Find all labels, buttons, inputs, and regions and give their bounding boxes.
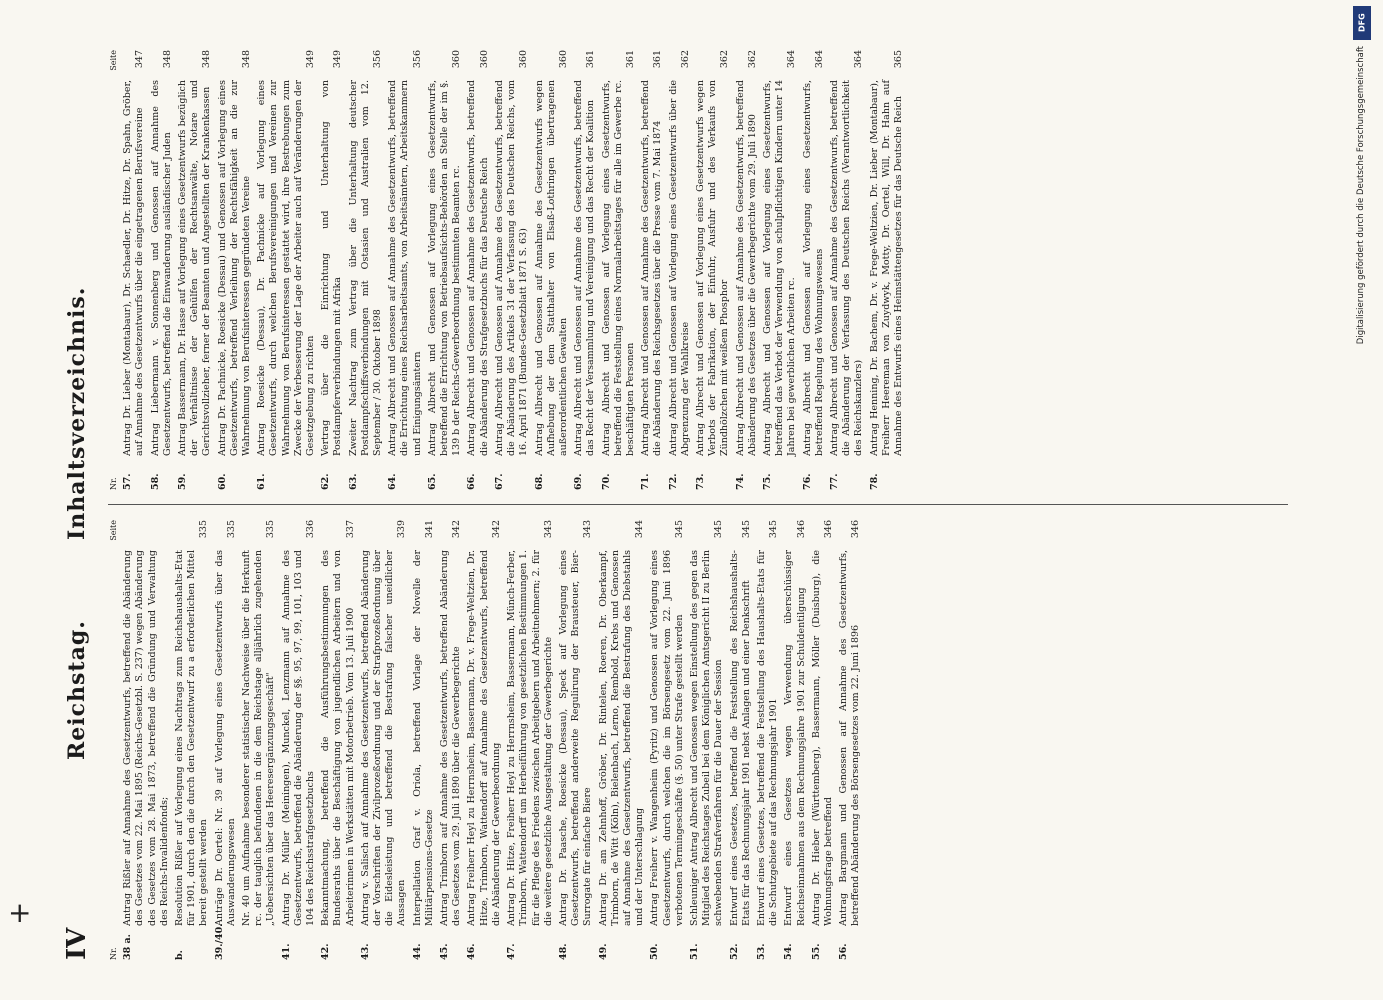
index-entry — [869, 50, 906, 490]
entry-text: Antrag Albrecht und Genossen auf Vorlegung eines Gesetzentwurfs, betreffend die Errichtung von Betriebsaufsichts-Behörden an Stelle der im §. 139 b der Reichs-Gewerbeordnung bestimmten Beamten rc. — [426, 80, 463, 456]
entry-text: Zweiter Nachtrag zum Vertrag über die Unterhaltung deutscher Postdampfschiffsverbindungen mit Ostasien und Australien vom 12. September / 30. Oktober 1898 — [347, 80, 384, 456]
index-entry — [320, 50, 344, 490]
entry-page-number: 348 — [201, 50, 213, 69]
index-entry — [122, 520, 171, 960]
entry-page-number: 335 — [225, 520, 237, 539]
entry-number: 45. — [439, 943, 451, 960]
nr-heading: Nr. — [109, 477, 118, 490]
entry-number: 52. — [728, 943, 740, 960]
entry-text: Schleuniger Antrag Albrecht und Genossen wegen Einstellung des gegen das Mitglied des Reichstages Zubeil bei dem Königlichen Amtsgericht II zu Berlin schwebenden Strafverfahren für die Dauer der Session — [688, 550, 725, 926]
index-entry — [668, 50, 692, 490]
entry-number: 68. — [533, 473, 545, 490]
entry-text: Resolution Rißler auf Vorlegung eines Nachtrags zum Reichshaushalts-Etat für 1901, durch den die durch den Gesetzentwurf zu a erforderlichen Mittel bereit gestellt werden — [174, 550, 210, 926]
entry-page-number: 356 — [372, 50, 384, 69]
entry-number: 47. — [506, 943, 518, 960]
entry-page-number: 362 — [719, 50, 731, 69]
index-entry — [756, 520, 780, 960]
entry-number: 62. — [320, 473, 332, 490]
index-entry — [802, 50, 826, 490]
entry-number: 54. — [783, 943, 795, 960]
right-entry-list — [122, 50, 905, 490]
index-entry — [217, 50, 254, 490]
index-entry — [558, 520, 595, 960]
entry-page-number: 336 — [305, 520, 317, 539]
entry-page-number: 349 — [332, 50, 344, 69]
index-entry — [573, 50, 597, 490]
entry-text: Antrag Albrecht und Genossen auf Annahme des Gesetzentwurfs, betreffend die Abänderung des Strafgesetzbuchs für das Deutsche Reich — [466, 80, 490, 456]
right-column-head — [108, 50, 120, 490]
entry-page-number: 344 — [634, 520, 646, 539]
entry-page-number: 346 — [822, 520, 834, 539]
entry-number: 58. — [149, 473, 161, 490]
index-entry — [534, 50, 571, 490]
rotated-page-content — [60, 40, 1320, 960]
entry-number: 51. — [688, 943, 700, 960]
index-entry — [649, 520, 686, 960]
entry-number: 43. — [359, 943, 371, 960]
entry-text: Interpellation Graf v. Oriola, betreffend Vorlage der Novelle der Militärpensions-Gesetze — [411, 550, 435, 926]
entry-number: 53. — [755, 943, 767, 960]
entry-page-number: 348 — [241, 50, 253, 69]
entry-number: b. — [174, 950, 186, 960]
entry-number: 67. — [493, 473, 505, 490]
right-column — [108, 50, 908, 490]
entry-page-number: 345 — [713, 520, 725, 539]
index-entry — [177, 50, 214, 490]
entry-text: Entwurf eines Gesetzes wegen Verwendung überschüssiger Reichseinnahmen aus dem Rechnungsjahre 1901 zur Schuldentilgung — [783, 550, 807, 926]
entry-text: Antrag Dr. Pachnicke, Roesicke (Dessau) und Genossen auf Vorlegung eines Gesetzentwurfs, betreffend Verleihung der Rechtsfähigkeit an die zur Wahrnehmung von Berufsinteressen gegründeten Vereine — [216, 80, 253, 456]
index-entry — [122, 50, 146, 490]
left-column — [108, 520, 866, 960]
entry-number: 61. — [256, 473, 268, 490]
entry-number: 78. — [868, 473, 880, 490]
entry-number: 57. — [122, 473, 134, 490]
entry-number: 50. — [649, 943, 661, 960]
index-entry — [412, 520, 436, 960]
index-entry — [466, 520, 503, 960]
entry-page-number: 347 — [134, 50, 146, 69]
entry-page-number: 361 — [624, 50, 636, 69]
page-header — [60, 40, 100, 960]
entry-page-number: 345 — [673, 520, 685, 539]
index-entry — [729, 520, 753, 960]
entry-number: 41. — [280, 943, 292, 960]
entry-page-number: 339 — [396, 520, 408, 539]
entry-number: 74. — [734, 473, 746, 490]
entry-text: Antrag Albrecht und Genossen auf Vorlegung eines Gesetzentwurfs, betreffend das Verbot der Verwendung von schulpflichtigen Kindern unter 14 Jahren bei gewerblichen Arbeiten rc. — [761, 80, 798, 456]
index-entry — [241, 520, 278, 960]
entry-page-number: 364 — [786, 50, 798, 69]
entry-page-number: 361 — [652, 50, 664, 69]
entry-text: Antrag v. Salisch auf Annahme des Gesetzentwurfs, betreffend Abänderung der Vorschriften der Zivilprozeßordnung und der Strafprozeßordnung über die Eidesleistung und betreffend die Bestrafung falscher uneidlicher Aussagen — [359, 550, 408, 926]
entry-page-number: 360 — [557, 50, 569, 69]
entry-page-number: 365 — [892, 50, 904, 69]
entry-number: 48. — [557, 943, 569, 960]
entry-text: Antrag Dr. Paasche, Roesicke (Dessau), Speck auf Vorlegung eines Gesetzentwurfs, betreffend anderweite Regulirung der Brausteuer, Bier-Surrogate für einfache Biere — [557, 550, 594, 926]
header-title-right: Inhaltsverzeichnis. — [64, 286, 90, 540]
entry-page-number: 346 — [795, 520, 807, 539]
entry-text: Antrag Albrecht und Genossen auf Annahme des Gesetzentwurfs, betreffend die Abänderung des Artikels 31 der Verfassung des Deutschen Reichs, vom 16. April 1871 (Bundes-Gesetzblatt 1871 S. 63) — [493, 80, 530, 456]
entry-number: 72. — [667, 473, 679, 490]
entry-text: Nr. 40 um Aufnahme besonderer statistischer Nachweise über die Herkunft rc. der tauglich befundenen in die dem Reichstage alljährlich zugehenden „Uebersichten über das Heeresergänzungsgeschäft" — [241, 550, 277, 926]
entry-number: 73. — [694, 473, 706, 490]
header-title-left: Reichstag. — [64, 620, 90, 760]
seite-heading: Seite — [109, 520, 118, 541]
entry-text: Antrag Dr. Hieber (Württemberg), Bassermann, Möller (Duisburg), die Wohnungsfrage betreffend — [810, 550, 834, 926]
index-entry — [214, 520, 238, 960]
entry-page-number: 360 — [451, 50, 463, 69]
entry-number: 69. — [573, 473, 585, 490]
index-entry — [783, 520, 807, 960]
index-entry — [439, 520, 463, 960]
entry-text: Antrag Dr. Müller (Meiningen), Munckel, Lenzmann auf Annahme des Gesetzentwurfs, betreffend die Abänderung der §§. 95, 97, 99, 101, 103 und 104 des Reichsstrafgesetzbuchs — [280, 550, 317, 926]
entry-number: 64. — [387, 473, 399, 490]
entry-text: Antrag Albrecht und Genossen auf Annahme des Gesetzentwurfs, betreffend das Recht der Versammlung und Vereinigung und das Recht der Koalition — [573, 80, 597, 456]
entry-text: Antrag Bassermann, Dr. Hasse auf Vorlegung eines Gesetzentwurfs bezüglich der Verhältnisse der Gehülfen der Rechtsanwälte, Notare und Gerichtsvollzieher, ferner der Beamten und Angestellten der Krankenkassen — [177, 80, 213, 456]
entry-text: Antrag Dr. Lieber (Montabaur), Dr. Schaedler, Dr. Hitze, Dr. Spahn, Gröber, auf Annahme des Gesetzentwurfs über die eingetragenen Berufsvereine — [122, 80, 146, 456]
entry-number — [241, 926, 278, 960]
index-entry — [689, 520, 726, 960]
entry-text: Antrag Dr. Hitze, Freiherr Heyl zu Herrnsheim, Bassermann, Münch-Ferber, Trimborn, Wattendorff um Herbeiführung von gesetzlichen Bestimmungen 1. für die Pflege des Friedens zwischen Arbeitgebern und Arbeitnehmern; 2. für die weitere gesetzliche Ausgestaltung der Gewerbegerichte — [506, 550, 554, 926]
entry-text: Bekanntmachung, betreffend die Ausführungsbestimmungen des Bundesraths über die Beschäftigung von jugendlichen Arbeitern und von Arbeiterinnen in Werkstätten mit Motorbetrieb. Vom 13. Juli 1900 — [320, 550, 356, 926]
index-entry — [466, 50, 490, 490]
entry-number: 77. — [828, 473, 840, 490]
left-entry-list — [122, 520, 862, 960]
index-entry — [838, 520, 862, 960]
entry-page-number: 356 — [411, 50, 423, 69]
entry-page-number: 349 — [305, 50, 317, 69]
entry-number: 70. — [600, 473, 612, 490]
index-entry — [348, 50, 385, 490]
entry-number: 71. — [640, 473, 652, 490]
entry-number: 75. — [761, 473, 773, 490]
entry-text: Antrag Albrecht und Genossen auf Annahme des Gesetzentwurfs, betreffend die Abänderung der Verfassung des Deutschen Reichs (Verantwortlichkeit des Reichskanzlers) — [828, 80, 865, 456]
entry-page-number: 337 — [344, 520, 356, 539]
entry-page-number: 360 — [518, 50, 530, 69]
entry-number: 49. — [597, 943, 609, 960]
index-entry — [494, 50, 531, 490]
entry-number: 55. — [810, 943, 822, 960]
entry-number: 63. — [347, 473, 359, 490]
entry-page-number: 346 — [850, 520, 862, 539]
entry-text: Antrag Albrecht und Genossen auf Vorlegung eines Gesetzentwurfs wegen Verbots der Fabrikation, der Einfuhr, Ausfuhr und des Verkaufs von Zündhölzchen mit weißem Phosphor — [694, 80, 731, 456]
entry-page-number: 341 — [423, 520, 435, 539]
entry-text: Entwurf eines Gesetzes, betreffend die Feststellung des Haushalts-Etats für die Schutzgebiete auf das Rechnungsjahr 1901 — [755, 550, 780, 926]
entry-text: Antrag Freiherr v. Wangenheim (Pyritz) und Genossen auf Vorlegung eines Gesetzentwurfs, durch welchen die im Börsengesetz vom 22. Juni 1896 verbotenen Termingeschäfte (§. 50) unter Strafe gestellt werden — [649, 550, 685, 926]
index-entry — [601, 50, 638, 490]
entry-text: Antrag Dr. am Zehnhoff, Gröber, Dr. Rintelen, Roeren, Dr. Oberkampf, Trimborn, de Witt (Köln), Bielenbach, Lerno, Rembold, Krebs und Genossen auf Annahme des Gesetzentwurfs, betreffend die Bestrafung des Diebstahls und der Unterschlagung — [597, 550, 646, 926]
entry-text: Antrag Albrecht und Genossen auf Annahme des Gesetzentwurfs, betreffend die Errichtung eines Reichsarbeitsamts, von Arbeitsämtern, Arbeitskammern und Einigungsämtern — [387, 80, 423, 456]
seite-heading: Seite — [109, 50, 118, 71]
index-entry — [174, 520, 211, 960]
entry-text: Antrag Henning, Dr. Bachem, Dr. v. Frege-Weltzien, Dr. Lieber (Montabaur), Freiherr Heereman von Zuydwyk, Motty, Dr. Oertel, Will, Dr. Hahn auf Annahme des Entwurfs eines Heimstättengesetzes für das Deutsche Reich — [868, 80, 904, 456]
entry-number: 60. — [216, 473, 228, 490]
index-entry — [811, 520, 835, 960]
left-column-head — [108, 520, 120, 960]
entry-page-number: 362 — [679, 50, 691, 69]
entry-text: Vertrag über die Einrichtung und Unterhaltung von Postdampferverbindungen mit Afrika — [320, 80, 344, 456]
entry-number: 42. — [320, 943, 332, 960]
entry-page-number: 343 — [542, 520, 554, 539]
entry-page-number: 361 — [585, 50, 597, 69]
entry-number: 66. — [466, 473, 478, 490]
entry-number: 65. — [426, 473, 438, 490]
entry-page-number: 362 — [746, 50, 758, 69]
column-divider — [108, 504, 1288, 505]
index-entry — [506, 520, 555, 960]
entry-number: 59. — [177, 473, 189, 490]
index-entry — [320, 520, 357, 960]
entry-page-number: 345 — [768, 520, 780, 539]
entry-page-number: 348 — [161, 50, 173, 69]
entry-number: 46. — [466, 943, 478, 960]
entry-page-number: 342 — [490, 520, 502, 539]
entry-text: Antrag Rißler auf Annahme des Gesetzentwurfs, betreffend die Abänderung des Gesetzes vom 22. Mai 1895 (Reichs-Gesetzbl. S. 237) wegen Abänderung des Gesetzes vom 28. Mai 1873, betreffend die Gründung und Verwaltung des Reichs-Invalidenfonds; — [122, 550, 170, 926]
entry-page-number: 335 — [198, 520, 210, 539]
index-entry — [150, 50, 174, 490]
entry-number: 39./40. — [213, 923, 225, 960]
entry-text: Antrag Roesicke (Dessau), Dr. Pachnicke auf Vorlegung eines Gesetzentwurfs, durch welchen Berufsvereinigungen und Vereinen zur Wahrnehmung von Berufsinteressen gestattet wird, ihre Bestrebungen zum Zwecke der Verbesserung der Lage der Arbeiter auch auf Veränderungen der Gesetzgebung zu richten — [256, 80, 317, 456]
entry-text: Entwurf eines Gesetzes, betreffend die Feststellung des Reichshaushalts-Etats für das Rechnungsjahr 1901 nebst Anlagen und einer Denkschrift — [728, 550, 752, 926]
index-entry — [360, 520, 409, 960]
entry-page-number: 335 — [265, 520, 277, 539]
entry-number: 44. — [411, 943, 423, 960]
entry-text: Antrag Albrecht und Genossen auf Annahme des Gesetzentwurfs wegen Aufhebung der dem Statthalter von Elsaß-Lothringen übertragenen außerordentlichen Gewalten — [533, 80, 569, 456]
entry-text: Antrag Albrecht und Genossen auf Vorlegung eines Gesetzentwurfs, betreffend die Feststellung eines Normalarbeitstages für alle im Gewerbe rc. beschäftigten Personen — [600, 80, 636, 456]
entry-text: Anträge Dr. Oertel: Nr. 39 auf Vorlegung eines Gesetzentwurfs über das Auswanderungswesen — [213, 550, 237, 926]
entry-text: Antrag Freiherr Heyl zu Herrnsheim, Bassermann, Dr. v. Frege-Weltzien, Dr. Hitze, Trimborn, Wattendorff auf Annahme des Gesetzentwurfs, betreffend die Abänderung der Gewerbeordnung — [466, 550, 502, 926]
entry-number: 76. — [801, 473, 813, 490]
index-entry — [281, 520, 318, 960]
index-entry — [695, 50, 732, 490]
index-entry — [427, 50, 464, 490]
entry-text: Antrag Albrecht und Genossen auf Annahme des Gesetzentwurfs, betreffend Abänderung des Gesetzes über die Gewerbegerichte vom 29. Juli 1890 — [734, 80, 758, 456]
entry-page-number: 364 — [853, 50, 865, 69]
nr-heading: Nr. — [109, 947, 118, 960]
index-entry — [387, 50, 424, 490]
dfg-logo: DFG — [1353, 6, 1371, 40]
entry-text: Antrag Bargmann und Genossen auf Annahme des Gesetzentwurfs, betreffend Abänderung des Börsengesetzes vom 22. Juni 1896 — [838, 550, 862, 926]
entry-page-number: 343 — [582, 520, 594, 539]
entry-page-number: 345 — [740, 520, 752, 539]
entry-text: Antrag Liebermann v. Sonnenberg und Genossen auf Annahme des Gesetzentwurfs, betreffend die Einwanderung ausländischer Juden — [149, 80, 173, 456]
handwritten-cross-mark: + — [8, 896, 32, 929]
entry-page-number: 360 — [478, 50, 490, 69]
page-number-roman: IV — [62, 927, 92, 960]
digitization-notice: Digitalisierung gefördert durch die Deutsche Forschungsgemeinschaft — [1356, 46, 1366, 345]
entry-page-number: 342 — [451, 520, 463, 539]
index-entry — [829, 50, 866, 490]
index-entry — [762, 50, 799, 490]
index-entry — [598, 520, 647, 960]
entry-number: 38 a. — [122, 934, 134, 960]
entry-text: Antrag Trimborn auf Annahme des Gesetzentwurfs, betreffend Abänderung des Gesetzes vom 29. Juli 1890 über die Gewerbegerichte — [439, 550, 463, 926]
entry-text: Antrag Albrecht und Genossen auf Vorlegung eines Gesetzentwurfs über die Abgrenzung der Wahlkreise — [667, 80, 691, 456]
index-entry — [640, 50, 664, 490]
index-entry — [735, 50, 759, 490]
index-entry — [256, 50, 317, 490]
entry-text: Antrag Albrecht und Genossen auf Annahme des Gesetzentwurfs, betreffend die Abänderung des Reichsgesetzes über die Presse vom 7. Mai 1874 — [640, 80, 664, 456]
entry-text: Antrag Albrecht und Genossen auf Vorlegung eines Gesetzentwurfs, betreffend Regelung des Wohnungswesens — [801, 80, 825, 456]
entry-page-number: 364 — [813, 50, 825, 69]
entry-number: 56. — [838, 943, 850, 960]
